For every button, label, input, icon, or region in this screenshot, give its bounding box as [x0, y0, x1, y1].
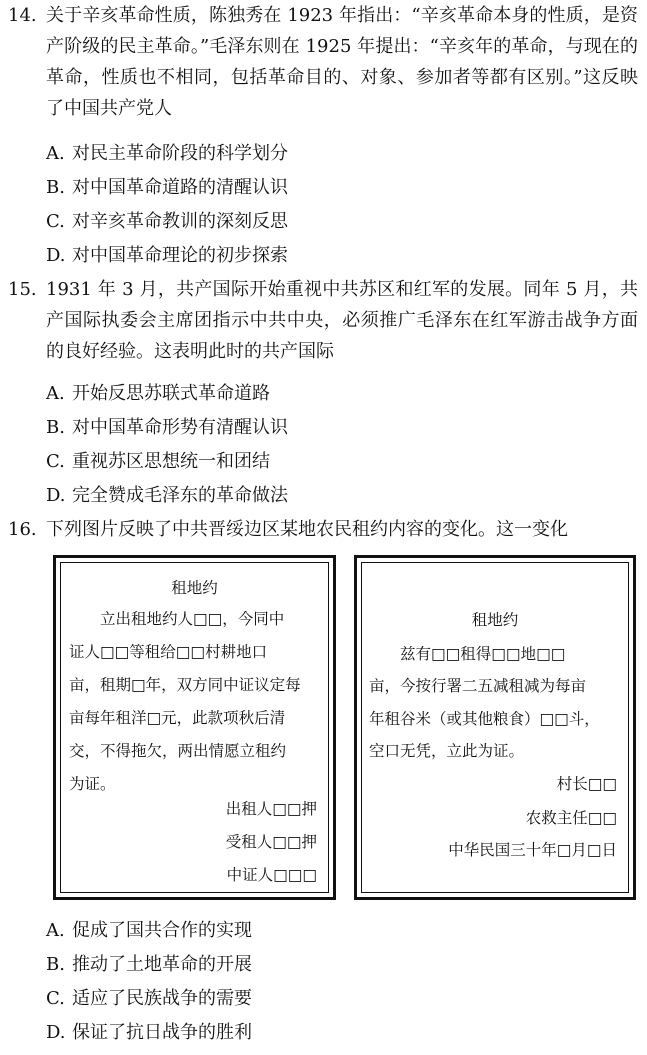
question-number: 14. [8, 5, 37, 26]
option-letter: D. [46, 1022, 66, 1043]
option-letter: B. [46, 954, 65, 975]
question-number: 15. [8, 279, 37, 300]
contract-right-title: 租地约 [471, 611, 519, 629]
contract-left [53, 555, 336, 900]
contract-left-line: 为证。 [69, 775, 116, 793]
option-letter: D. [46, 245, 66, 266]
option-letter: C. [46, 211, 65, 232]
question-14-option-c[interactable] [46, 206, 288, 237]
contract-left-line: 证人□□等租给□□村耕地口 [69, 643, 268, 661]
contract-right-line: 亩，今按行署二五减租减为每亩 [369, 677, 587, 695]
question-14-stem [8, 0, 638, 124]
question-15-option-b[interactable] [46, 412, 288, 443]
option-text: 对辛亥革命教训的深刻反思 [72, 211, 288, 232]
option-letter: B. [46, 417, 65, 438]
question-15-stem [8, 274, 638, 367]
contract-left-line: 亩，租期□年，双方同中证议定每 [69, 676, 301, 694]
question-16-option-b[interactable] [46, 949, 252, 980]
contract-right-signature: 农救主任□□ [525, 809, 617, 827]
option-letter: C. [46, 988, 65, 1009]
contract-left-line: 交，不得拖欠，两出情愿立租约 [69, 742, 287, 760]
contract-right-line: 兹有□□租得□□地□□ [369, 645, 566, 663]
option-text: 对中国革命道路的清醒认识 [72, 177, 288, 198]
contract-left-line: 立出租地约人□□，今同中 [69, 610, 285, 628]
question-number: 16. [8, 519, 37, 540]
question-15-option-c[interactable] [46, 446, 270, 477]
option-letter: A. [46, 920, 65, 941]
option-text: 保证了抗日战争的胜利 [72, 1022, 252, 1043]
option-letter: D. [46, 485, 66, 506]
contract-left-title: 租地约 [171, 579, 218, 597]
option-text: 开始反思苏联式革命道路 [72, 383, 270, 404]
question-15-option-d[interactable] [46, 480, 288, 511]
option-letter: B. [46, 177, 65, 198]
question-15-option-a[interactable] [46, 378, 270, 409]
question-text: 1931 年 3 月，共产国际开始重视中共苏区和红军的发展。同年 5 月，共产国际执委会主席团指示中共中央，必须推广毛泽东在红军游击战争方面的良好经验。这表明此时的共产国际 [46, 279, 638, 362]
question-14-option-d[interactable] [46, 240, 288, 271]
option-text: 对中国革命形势有清醒认识 [72, 417, 288, 438]
option-letter: A. [46, 383, 65, 404]
contract-left-signature: 出租人□□押 [225, 800, 317, 818]
option-letter: A. [46, 143, 65, 164]
question-16-option-d[interactable] [46, 1017, 252, 1048]
contract-right-signature: 中华民国三十年□月□日 [448, 841, 617, 859]
contract-right [354, 555, 636, 900]
contract-left-signature: 受租人□□押 [225, 833, 317, 851]
option-letter: C. [46, 451, 65, 472]
option-text: 对民主革命阶段的科学划分 [72, 143, 288, 164]
option-text: 完全赞成毛泽东的革命做法 [72, 485, 288, 506]
contract-left-signature: 中证人□□□ [226, 866, 317, 884]
contract-right-signature: 村长□□ [556, 775, 617, 793]
question-16-option-c[interactable] [46, 983, 252, 1014]
contract-left-line: 亩每年租洋□元，此款项秋后清 [69, 709, 286, 727]
question-16-stem [8, 514, 638, 545]
question-text: 下列图片反映了中共晋绥边区某地农民租约内容的变化。这一变化 [46, 519, 568, 540]
question-14-option-b[interactable] [46, 172, 288, 203]
option-text: 重视苏区思想统一和团结 [72, 451, 270, 472]
contract-right-line: 空口无凭，立此为证。 [369, 742, 525, 760]
question-16-option-a[interactable] [46, 915, 252, 946]
contract-right-line: 年租谷米（或其他粮食）□□斗， [369, 710, 600, 728]
option-text: 促成了国共合作的实现 [72, 920, 252, 941]
question-14-option-a[interactable] [46, 138, 288, 169]
option-text: 对中国革命理论的初步探索 [72, 245, 288, 266]
option-text: 推动了土地革命的开展 [72, 954, 252, 975]
question-text: 关于辛亥革命性质，陈独秀在 1923 年指出：“辛亥革命本身的性质，是资产阶级的民主革命。”毛泽东则在 1925 年提出：“辛亥年的革命，与现在的革命，性质也不相同，包括革命目的、对象、参加者等都有区别。”这反映了中国共产党人 [46, 5, 638, 119]
option-text: 适应了民族战争的需要 [72, 988, 252, 1009]
